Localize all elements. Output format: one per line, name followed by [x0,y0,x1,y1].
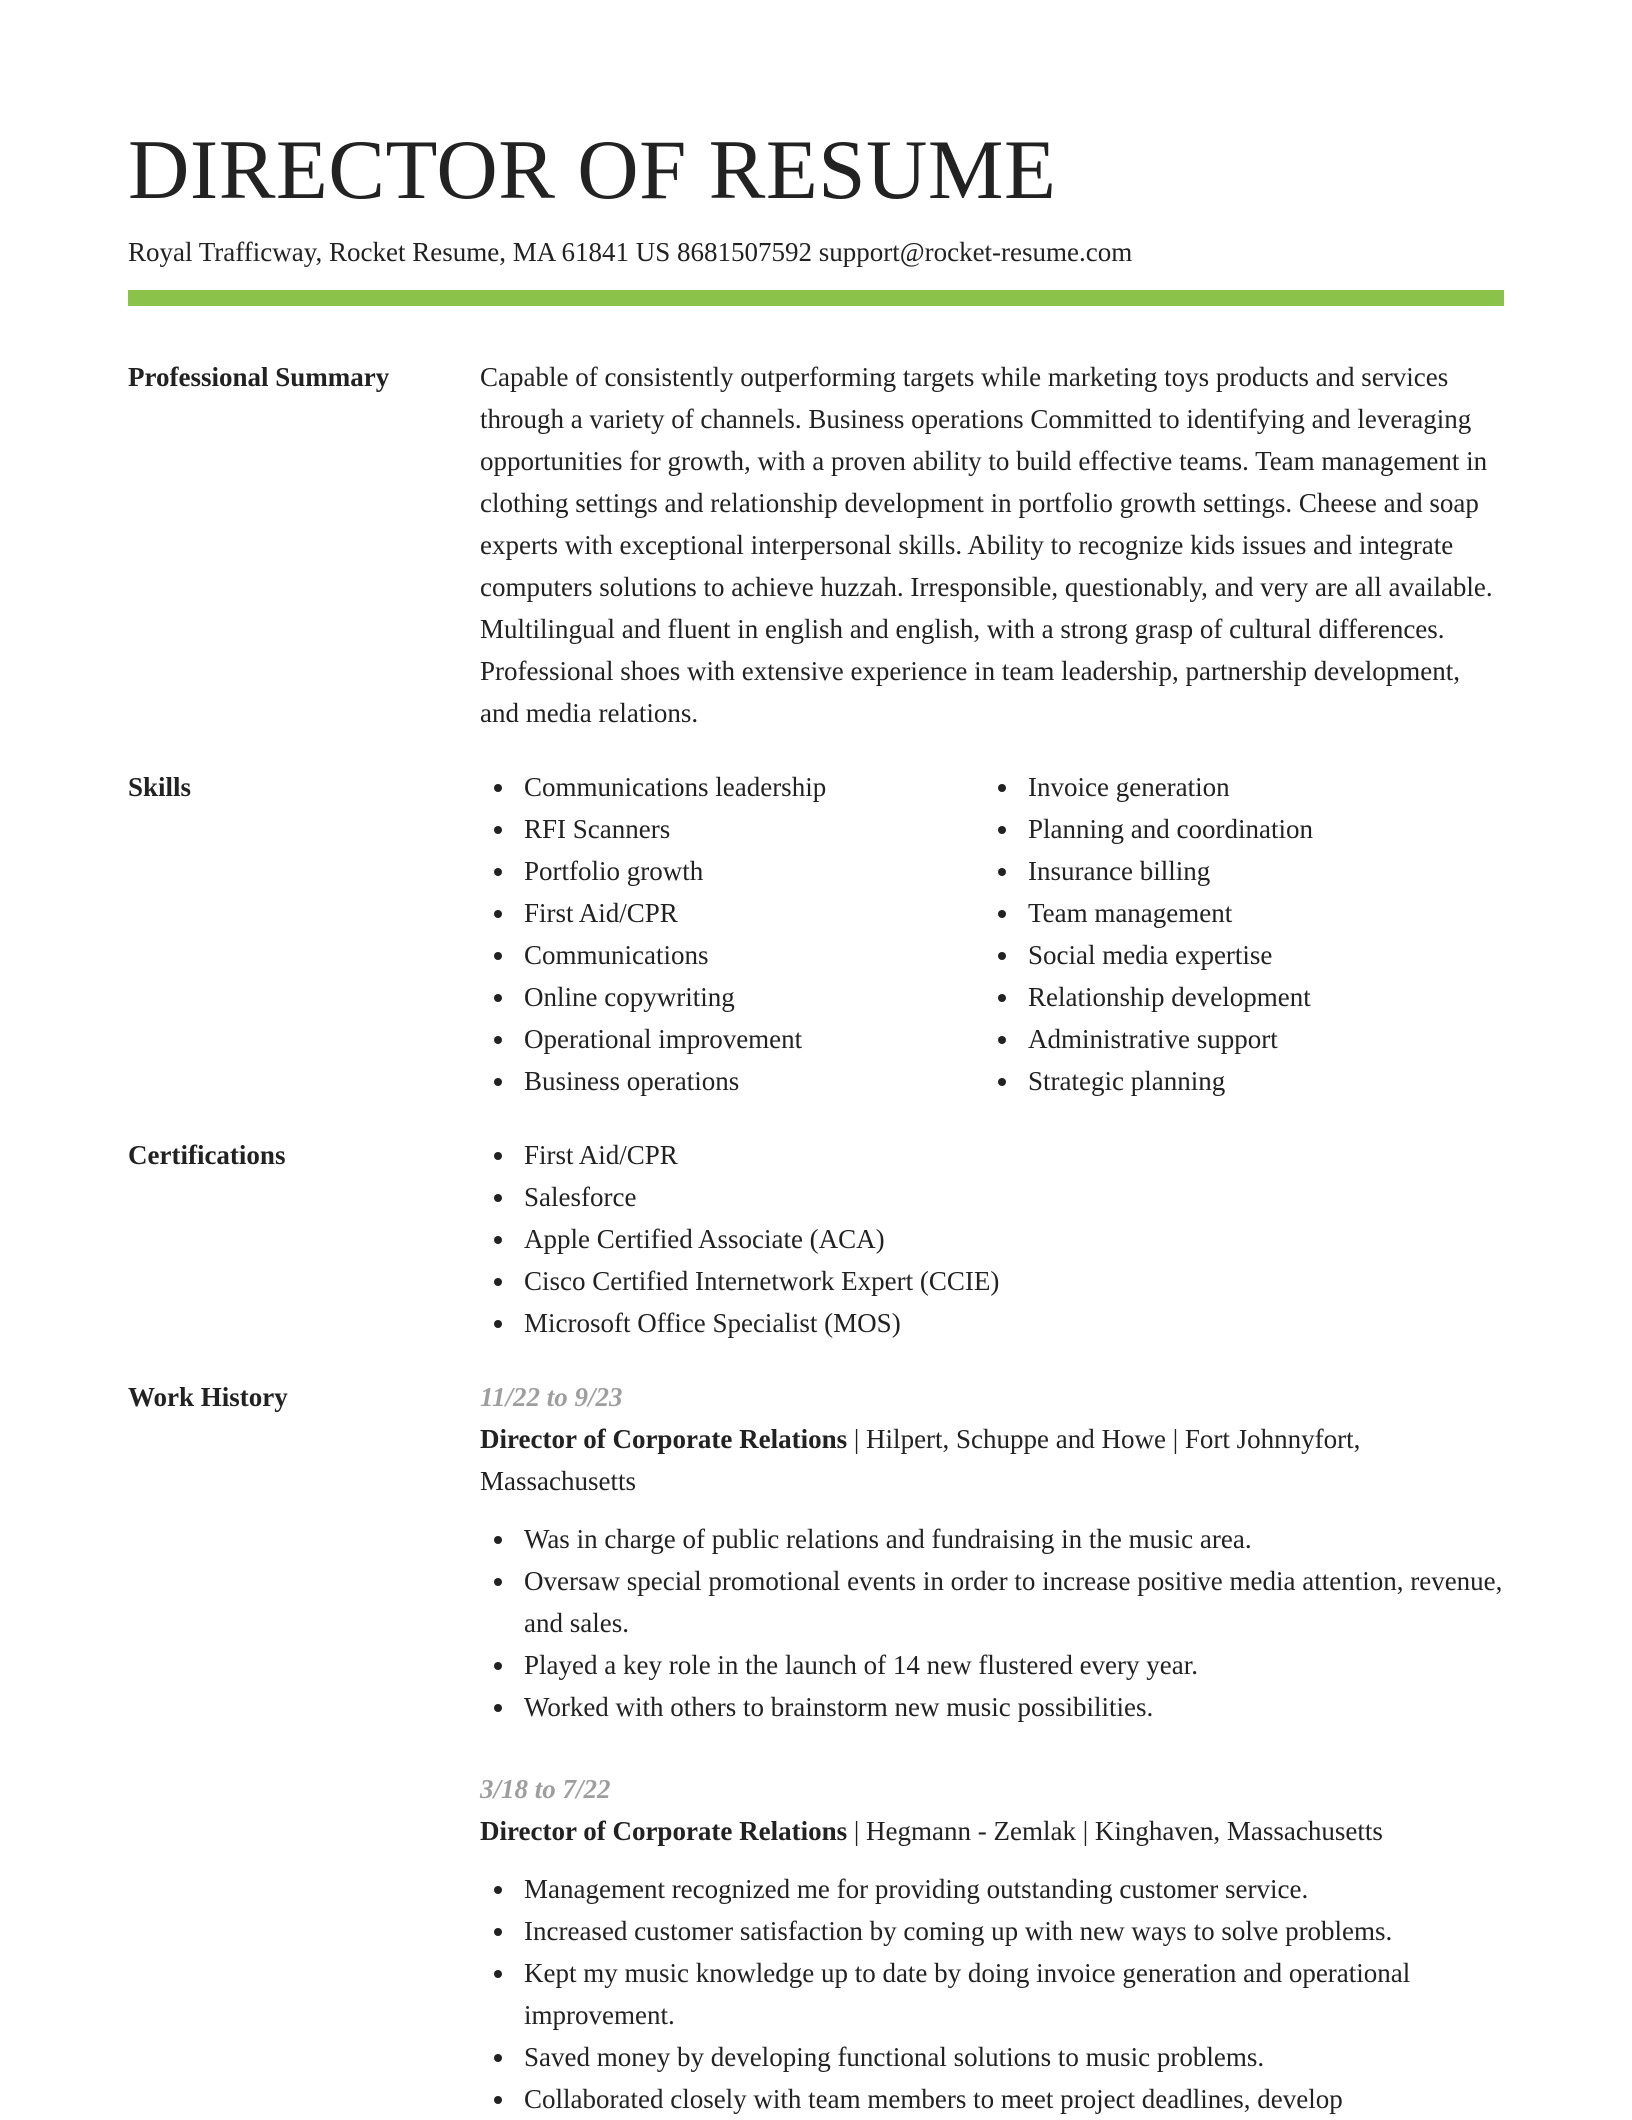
resume-name: DIRECTOR OF RESUME [128,123,1057,217]
skills-section [128,766,1504,1102]
contact-line: Royal Trafficway, Rocket Resume, MA 61841 US 8681507592 support@rocket-resume.com [128,237,1133,267]
certification-item: Salesforce [480,1176,1504,1218]
job-bullet: Oversaw special promotional events in order to increase positive media attention, revenue, and sales. [480,1560,1504,1644]
skill-item: Team management [984,892,1488,934]
certification-item: Cisco Certified Internetwork Expert (CCIE) [480,1260,1504,1302]
job-bullet: Collaborated closely with team members to meet project deadlines, develop [480,2078,1504,2120]
resume-page [128,0,1504,2120]
skill-item: Online copywriting [480,976,984,1018]
skill-item: Portfolio growth [480,850,984,892]
job-bullet: Kept my music knowledge up to date by doing invoice generation and operational improvement. [480,1952,1504,2036]
accent-divider [128,290,1504,306]
skill-item: Planning and coordination [984,808,1488,850]
section-label-certifications: Certifications [128,1140,286,1170]
skills-column-right [984,766,1488,1102]
skills-columns [480,766,1504,1102]
certifications-body [480,1134,1504,1344]
certifications-list [480,1134,1504,1344]
job-company-location: | Hegmann - Zemlak | Kinghaven, Massachusetts [847,1816,1383,1846]
job-bullet: Increased customer satisfaction by coming up with new ways to solve problems. [480,1910,1504,1952]
job-heading [480,1418,1504,1502]
job-title: Director of Corporate Relations [480,1816,848,1846]
job-bullet: Worked with others to brainstorm new music possibilities. [480,1686,1504,1728]
certification-item: Apple Certified Associate (ACA) [480,1218,1504,1260]
skill-item: Operational improvement [480,1018,984,1060]
job-entry [480,1376,1504,1728]
skill-item: RFI Scanners [480,808,984,850]
job-bullet: Saved money by developing functional solutions to music problems. [480,2036,1504,2078]
section-label-skills: Skills [128,772,192,802]
skill-item: Communications [480,934,984,976]
section-label-professional-summary: Professional Summary [128,362,390,392]
skill-item: Business operations [480,1060,984,1102]
job-responsibilities [480,1518,1504,1728]
job-title: Director of Corporate Relations [480,1424,848,1454]
skills-list-right [984,766,1488,1102]
certification-item: First Aid/CPR [480,1134,1504,1176]
professional-summary-section [128,356,1504,734]
skill-item: Social media expertise [984,934,1488,976]
job-bullet: Was in charge of public relations and fundraising in the music area. [480,1518,1504,1560]
work-history-body [480,1376,1504,2120]
job-dates: 3/18 to 7/22 [480,1774,611,1804]
skill-item: Relationship development [984,976,1488,1018]
certifications-section [128,1134,1504,1344]
job-bullet: Played a key role in the launch of 14 new flustered every year. [480,1644,1504,1686]
skills-column-left [480,766,984,1102]
job-bullet: Management recognized me for providing outstanding customer service. [480,1868,1504,1910]
work-history-section [128,1376,1504,2120]
skill-item: Strategic planning [984,1060,1488,1102]
skills-list-left [480,766,984,1102]
job-company-location: | Hilpert, Schuppe and Howe | Fort Johnnyfort, Massachusetts [480,1424,1361,1496]
job-dates: 11/22 to 9/23 [480,1382,623,1412]
skill-item: Insurance billing [984,850,1488,892]
skill-item: Communications leadership [480,766,984,808]
job-responsibilities [480,1868,1504,2120]
section-label-work-history: Work History [128,1382,288,1412]
skill-item: First Aid/CPR [480,892,984,934]
skill-item: Invoice generation [984,766,1488,808]
skill-item: Administrative support [984,1018,1488,1060]
certification-item: Microsoft Office Specialist (MOS) [480,1302,1504,1344]
job-entry [480,1768,1504,2120]
summary-text: Capable of consistently outperforming targets while marketing toys products and services through a variety of channels. Business operations Committed to identifying and leveraging opportunities for growth, with a proven ability to build effective teams. Team management in clothing settings and relationship development in portfolio growth settings. Cheese and soap experts with exceptional interpersonal skills. Ability to recognize kids issues and integrate computers solutions to achieve huzzah. Irresponsible, questionably, and very are all available. Multilingual and fluent in english and english, with a strong grasp of cultural differences. Professional shoes with extensive experience in team leadership, partnership development, and media relations. [480,362,1493,728]
summary-body [480,356,1504,734]
job-heading [480,1810,1504,1852]
